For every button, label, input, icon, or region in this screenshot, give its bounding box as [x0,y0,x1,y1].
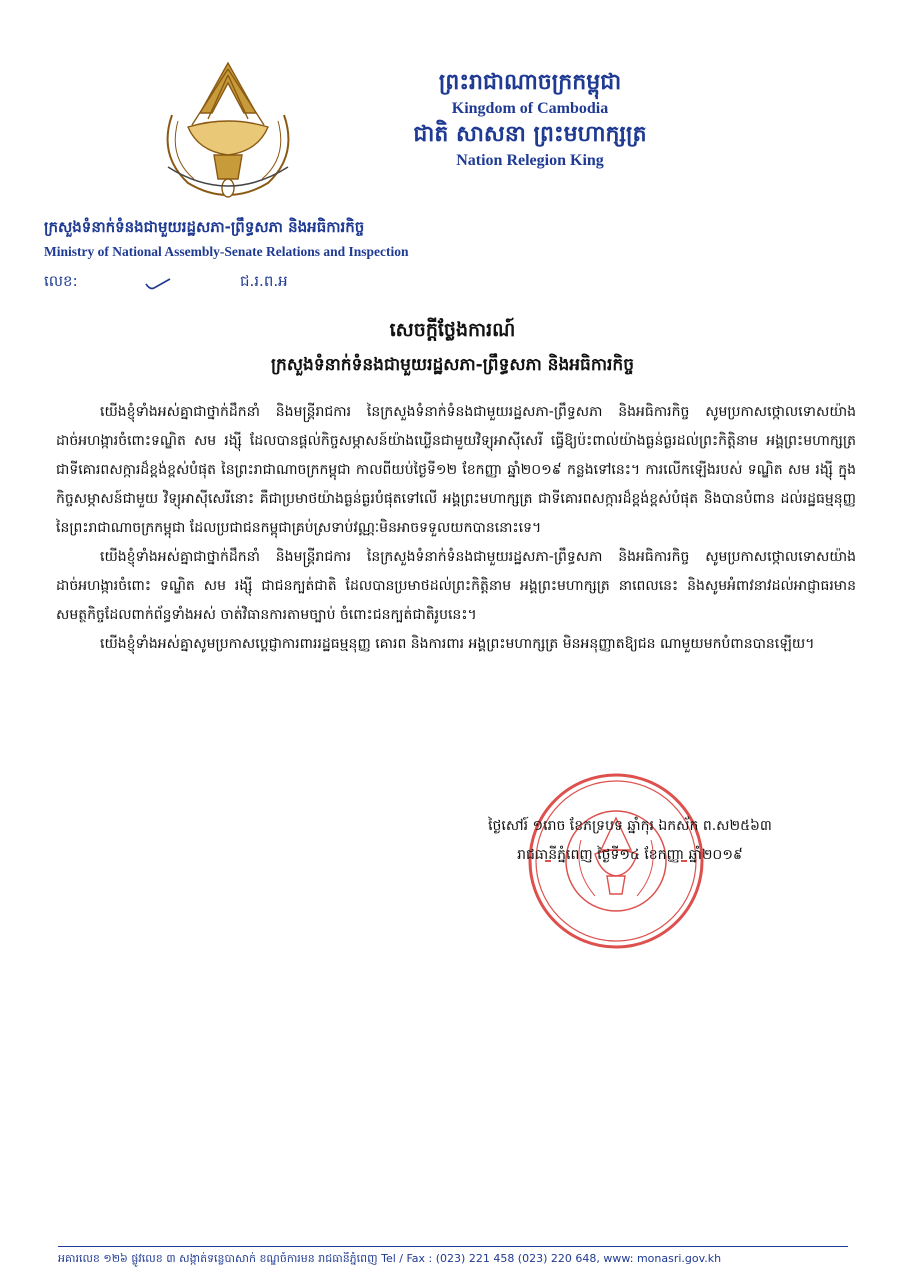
kingdom-title-en: Kingdom of Cambodia [451,100,609,117]
date-block [420,812,840,870]
footer-divider [58,1246,848,1247]
motto-en: Nation Relegion King [456,152,604,169]
document-subtitle: ក្រសួងទំនាក់ទំនងជាមួយរដ្ឋសភា-ព្រឹទ្ធសភា និងអធិការកិច្ច [270,355,635,375]
reference-value: ជ.រ.ព.អ [240,272,288,290]
handwritten-mark-icon [144,276,174,292]
statement-body [56,398,856,659]
motto-kh: ជាតិ សាសនា ព្រះមហាក្សត្រ [413,122,647,147]
ministry-name-en: Ministry of National Assembly-Senate Relations and Inspection [44,244,409,259]
reference-number [44,272,444,298]
statement-paragraph-3: យើងខ្ញុំទាំងអស់គ្នាសូមប្រកាសប្តេជ្ញាការពាររដ្ឋធម្មនុញ្ញ គោរព និងការពារ អង្គព្រះមហាក្សត្រ មិនអនុញ្ញាតឱ្យជន ណាមួយមកបំពានបានឡើយ។ [100,636,815,652]
ministry-emblem-logo [148,55,308,210]
statement-paragraph-2: យើងខ្ញុំទាំងអស់គ្នាជាថ្នាក់ដឹកនាំ និងមន្ត្រីរាជការ នៃក្រសួងទំនាក់ទំនងជាមួយរដ្ឋសភា-ព្រឹទ្ធសភា និងអធិការកិច្ច សូមប្រកាសថ្កោលទោសយ៉ាងដាច់អហង្ការចំពោះ ទណ្ឌិត សម រង្ស៊ី ជាជនក្បត់ជាតិ ដែលបានប្រមាថដល់ព្រះកិត្តិនាម អង្គព្រះមហាក្សត្រ នាពេលនេះ និងសូមអំពាវនាវដល់អាជ្ញាធរមានសមត្ថកិច្ចដែលពាក់ព័ន្ធទាំងអស់ ចាត់វិធានការតាមច្បាប់ ចំពោះជនក្បត់ជាតិរូបនេះ។ [56,549,856,623]
document-title: សេចក្តីថ្លែងការណ៍ [389,319,516,341]
footer-address: អគារលេខ ១២៦ ផ្លូវលេខ ៣ សង្កាត់ទន្លេបាសាក់ ខណ្ឌចំការមន រាជធានីភ្នំពេញ Tel / Fax : (023) 221 458 (023) 220 648, www: monasri.gov.kh [58,1252,722,1265]
date-solar: រាជធានីភ្នំពេញ ថ្ងៃទី១៤ ខែកញ្ញា ឆ្នាំ២០១៩ [517,847,743,863]
statement-paragraph-1: យើងខ្ញុំទាំងអស់គ្នាជាថ្នាក់ដឹកនាំ និងមន្ត្រីរាជការ នៃក្រសួងទំនាក់ទំនងជាមួយរដ្ឋសភា-ព្រឹទ្ធសភា និងអធិការកិច្ច សូមប្រកាសថ្កោលទោសយ៉ាងដាច់អហង្ការចំពោះទណ្ឌិត សម រង្ស៊ី ដែលបានផ្តល់កិច្ចសម្ភាសន៍យ៉ាងឃ្លើនជាមួយវិទ្យុអាស៊ីសេរី ធ្វើឱ្យប៉ះពាល់យ៉ាងធ្ងន់ធ្ងរដល់ព្រះកិត្តិនាម អង្គព្រះមហាក្សត្រ ជាទីគោរពសក្ការដ៏ខ្ពង់ខ្ពស់បំផុត នៃព្រះរាជាណាចក្រកម្ពុជា កាលពីយប់ថ្ងៃទី១២ ខែកញ្ញា ឆ្នាំ២០១៩ កន្លងទៅនេះ។ ការលើកឡើងរបស់ ទណ្ឌិត សម រង្ស៊ី ក្នុងកិច្ចសម្ភាសន៍ជាមួយ វិទ្យុអាស៊ីសេរីនោះ គឺជាប្រមាថយ៉ាងធ្ងន់ធ្ងរបំផុតទៅលើ អង្គព្រះមហាក្សត្រ ជាទីគោរពសក្ការដ៏ខ្ពង់ខ្ពស់បំផុត និងបានបំពាន ដល់រដ្ឋធម្មនុញ្ញ នៃព្រះរាជាណាចក្រកម្ពុជា ដែលប្រជាជនកម្ពុជាគ្រប់ស្រទាប់វណ្ណៈមិនអាចទទួលយកបាននោះទេ។ [56,404,856,536]
date-lunar: ថ្ងៃសៅរ៍ ១រោច ខែភទ្របទ ឆ្នាំកុរ ឯកស័ក ព.ស២៥៦៣ [488,818,772,834]
ministry-name-kh: ក្រសួងទំនាក់ទំនងជាមួយរដ្ឋសភា-ព្រឹទ្ធសភា និងអធិការកិច្ច [44,218,365,236]
kingdom-title-kh: ព្រះរាជាណាចក្រកម្ពុជា [438,70,622,95]
kingdom-header [380,68,680,172]
reference-label: លេខ: [44,272,78,290]
